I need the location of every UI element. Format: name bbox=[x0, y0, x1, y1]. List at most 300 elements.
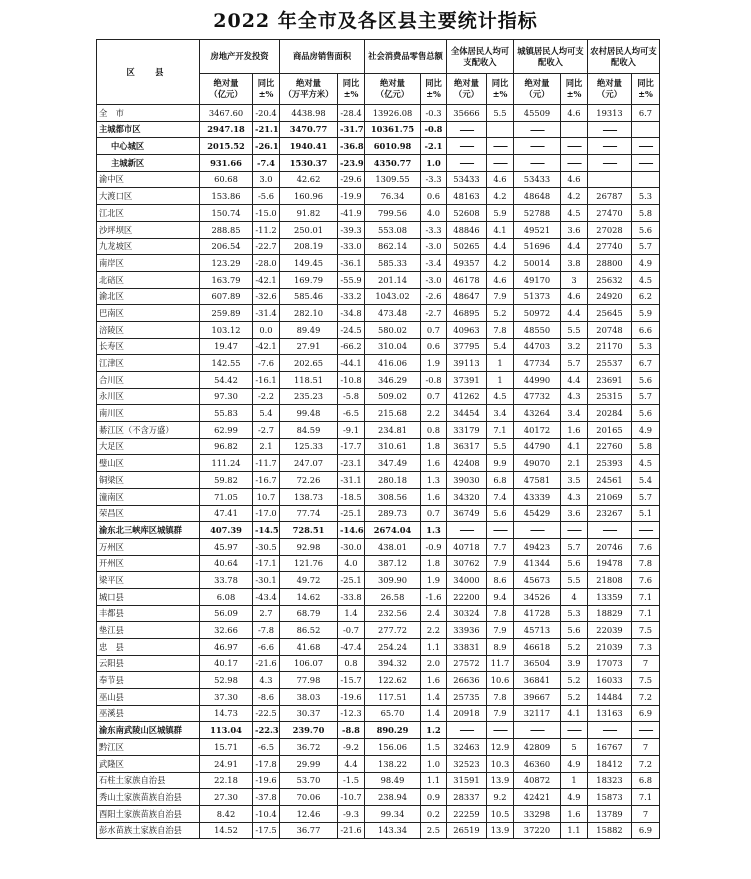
value-cell: -15.7 bbox=[338, 672, 365, 689]
subheader-name: 同比 bbox=[637, 78, 654, 88]
value-cell: 7.8 bbox=[487, 605, 514, 622]
value-cell: -3.4 bbox=[421, 255, 447, 272]
region-name-cell: 彭水苗族土家族自治县 bbox=[97, 822, 200, 839]
value-cell: 282.10 bbox=[280, 305, 338, 322]
value-cell: 585.33 bbox=[365, 255, 421, 272]
subheader-cell bbox=[447, 74, 487, 105]
value-cell: 22760 bbox=[588, 438, 632, 455]
value-cell: -22.3 bbox=[253, 722, 280, 739]
value-cell: 21039 bbox=[588, 639, 632, 656]
table-row bbox=[97, 305, 660, 322]
value-cell: -25.1 bbox=[338, 572, 365, 589]
region-name-cell: 酉阳土家族苗族自治县 bbox=[97, 805, 200, 822]
value-cell: -17.1 bbox=[253, 555, 280, 572]
value-cell: 41262 bbox=[447, 388, 487, 405]
value-cell: 118.51 bbox=[280, 372, 338, 389]
value-cell: -0.9 bbox=[421, 538, 447, 555]
value-cell: 6010.98 bbox=[365, 138, 421, 155]
region-name-cell: 潼南区 bbox=[97, 488, 200, 505]
value-cell: —— bbox=[632, 722, 660, 739]
value-cell: -18.5 bbox=[338, 488, 365, 505]
value-cell: 89.49 bbox=[280, 321, 338, 338]
value-cell: -33.0 bbox=[338, 238, 365, 255]
value-cell: 4.6 bbox=[487, 171, 514, 188]
table-row bbox=[97, 555, 660, 572]
table-row bbox=[97, 188, 660, 205]
value-cell: 24920 bbox=[588, 288, 632, 305]
value-cell: 41728 bbox=[514, 605, 561, 622]
value-cell: -2.7 bbox=[421, 305, 447, 322]
value-cell: 22.18 bbox=[200, 772, 253, 789]
value-cell: 36.72 bbox=[280, 739, 338, 756]
value-cell: 7 bbox=[632, 805, 660, 822]
value-cell: —— bbox=[632, 138, 660, 155]
value-cell: 1.4 bbox=[338, 605, 365, 622]
table-row bbox=[97, 605, 660, 622]
value-cell: 45713 bbox=[514, 622, 561, 639]
value-cell: 21069 bbox=[588, 488, 632, 505]
value-cell: -26.1 bbox=[253, 138, 280, 155]
value-cell: 5.2 bbox=[487, 305, 514, 322]
value-cell: 4.2 bbox=[487, 188, 514, 205]
value-cell: 5.2 bbox=[561, 639, 588, 656]
value-cell: 2.5 bbox=[421, 822, 447, 839]
region-column-header: 区 县 bbox=[97, 40, 200, 105]
value-cell: -7.4 bbox=[253, 155, 280, 172]
value-cell: 29.99 bbox=[280, 755, 338, 772]
group-header: 社会消费品零售总额 bbox=[365, 40, 447, 74]
value-cell: 49357 bbox=[447, 255, 487, 272]
value-cell: 21808 bbox=[588, 572, 632, 589]
value-cell: 27.30 bbox=[200, 789, 253, 806]
region-name-cell: 铜梁区 bbox=[97, 472, 200, 489]
value-cell: —— bbox=[514, 522, 561, 539]
value-cell: 7.9 bbox=[487, 288, 514, 305]
value-cell: -30.1 bbox=[253, 572, 280, 589]
value-cell: —— bbox=[514, 121, 561, 138]
value-cell: -0.7 bbox=[338, 622, 365, 639]
value-cell: 18412 bbox=[588, 755, 632, 772]
value-cell: 26787 bbox=[588, 188, 632, 205]
value-cell: —— bbox=[632, 155, 660, 172]
statistics-table bbox=[96, 39, 660, 839]
value-cell: 55.83 bbox=[200, 405, 253, 422]
region-name-cell: 荣昌区 bbox=[97, 505, 200, 522]
value-cell: 1.6 bbox=[421, 488, 447, 505]
subheader-name: 绝对量 bbox=[380, 78, 405, 88]
value-cell: 45.97 bbox=[200, 538, 253, 555]
value-cell: 37391 bbox=[447, 372, 487, 389]
value-cell: 36749 bbox=[447, 505, 487, 522]
value-cell: 1.9 bbox=[421, 572, 447, 589]
subheader-cell bbox=[421, 74, 447, 105]
value-cell: 40172 bbox=[514, 422, 561, 439]
region-name-cell: 秀山土家族苗族自治县 bbox=[97, 789, 200, 806]
value-cell: -17.7 bbox=[338, 438, 365, 455]
subheader-unit: （亿元） bbox=[375, 89, 410, 99]
value-cell: 7.1 bbox=[632, 588, 660, 605]
value-cell: 346.29 bbox=[365, 372, 421, 389]
value-cell: 4.5 bbox=[561, 205, 588, 222]
value-cell: —— bbox=[447, 522, 487, 539]
value-cell: -2.6 bbox=[421, 288, 447, 305]
value-cell: 39113 bbox=[447, 355, 487, 372]
value-cell: 7.4 bbox=[487, 488, 514, 505]
value-cell: 5.5 bbox=[561, 321, 588, 338]
subheader-cell bbox=[253, 74, 280, 105]
value-cell: 117.51 bbox=[365, 689, 421, 706]
group-header: 全体居民人均可支配收入 bbox=[447, 40, 514, 74]
value-cell: 138.73 bbox=[280, 488, 338, 505]
value-cell: -19.6 bbox=[338, 689, 365, 706]
value-cell: 20746 bbox=[588, 538, 632, 555]
value-cell: —— bbox=[588, 138, 632, 155]
value-cell: 2.2 bbox=[421, 622, 447, 639]
value-cell: 4.4 bbox=[487, 238, 514, 255]
value-cell: 509.02 bbox=[365, 388, 421, 405]
value-cell: 26519 bbox=[447, 822, 487, 839]
value-cell: 25632 bbox=[588, 271, 632, 288]
value-cell: 25537 bbox=[588, 355, 632, 372]
value-cell: 125.33 bbox=[280, 438, 338, 455]
value-cell: 10.6 bbox=[487, 672, 514, 689]
value-cell: 30324 bbox=[447, 605, 487, 622]
value-cell: -34.8 bbox=[338, 305, 365, 322]
value-cell: 4438.98 bbox=[280, 105, 338, 122]
value-cell: 16033 bbox=[588, 672, 632, 689]
table-row bbox=[97, 121, 660, 138]
value-cell: -47.4 bbox=[338, 639, 365, 656]
value-cell: —— bbox=[447, 138, 487, 155]
value-cell: 2.2 bbox=[421, 405, 447, 422]
value-cell: 1.8 bbox=[421, 555, 447, 572]
value-cell: -30.0 bbox=[338, 538, 365, 555]
value-cell: -21.1 bbox=[253, 121, 280, 138]
value-cell: 43339 bbox=[514, 488, 561, 505]
value-cell: 1043.02 bbox=[365, 288, 421, 305]
value-cell: —— bbox=[588, 121, 632, 138]
value-cell: 5 bbox=[561, 739, 588, 756]
value-cell: 438.01 bbox=[365, 538, 421, 555]
value-cell: —— bbox=[561, 155, 588, 172]
value-cell: 1.6 bbox=[421, 672, 447, 689]
value-cell: 232.56 bbox=[365, 605, 421, 622]
value-cell: -19.6 bbox=[253, 772, 280, 789]
value-cell: 407.39 bbox=[200, 522, 253, 539]
value-cell: 4.5 bbox=[487, 388, 514, 405]
value-cell: 60.68 bbox=[200, 171, 253, 188]
value-cell: -0.8 bbox=[421, 372, 447, 389]
value-cell: 347.49 bbox=[365, 455, 421, 472]
value-cell: -20.4 bbox=[253, 105, 280, 122]
value-cell: 1530.37 bbox=[280, 155, 338, 172]
value-cell: 4.9 bbox=[632, 422, 660, 439]
subheader-unit: （元） bbox=[524, 89, 550, 99]
value-cell: 111.24 bbox=[200, 455, 253, 472]
value-cell: 5.6 bbox=[487, 505, 514, 522]
value-cell: 36317 bbox=[447, 438, 487, 455]
value-cell: -33.2 bbox=[338, 288, 365, 305]
value-cell: 40718 bbox=[447, 538, 487, 555]
value-cell: 5.5 bbox=[487, 105, 514, 122]
subheader-name: 同比 bbox=[425, 78, 442, 88]
value-cell: 48647 bbox=[447, 288, 487, 305]
value-cell: 9.2 bbox=[487, 789, 514, 806]
table-row bbox=[97, 772, 660, 789]
value-cell: 1.3 bbox=[421, 522, 447, 539]
value-cell: 1940.41 bbox=[280, 138, 338, 155]
value-cell: 77.74 bbox=[280, 505, 338, 522]
value-cell: 394.32 bbox=[365, 655, 421, 672]
value-cell: 34454 bbox=[447, 405, 487, 422]
value-cell: 0.9 bbox=[421, 789, 447, 806]
value-cell: 22039 bbox=[588, 622, 632, 639]
value-cell: 13926.08 bbox=[365, 105, 421, 122]
value-cell: 1.2 bbox=[421, 722, 447, 739]
value-cell: 4.6 bbox=[561, 288, 588, 305]
value-cell: 27.91 bbox=[280, 338, 338, 355]
value-cell: 71.05 bbox=[200, 488, 253, 505]
subheader-name: 绝对量 bbox=[213, 78, 239, 88]
value-cell: 12.46 bbox=[280, 805, 338, 822]
value-cell: —— bbox=[447, 722, 487, 739]
value-cell: 4.6 bbox=[561, 105, 588, 122]
value-cell: -2.7 bbox=[253, 422, 280, 439]
value-cell: 96.82 bbox=[200, 438, 253, 455]
value-cell: 2.1 bbox=[253, 438, 280, 455]
value-cell: 6.6 bbox=[632, 321, 660, 338]
value-cell: 2.7 bbox=[253, 605, 280, 622]
value-cell: —— bbox=[561, 522, 588, 539]
value-cell: 17073 bbox=[588, 655, 632, 672]
value-cell: 3.8 bbox=[561, 255, 588, 272]
value-cell: -44.1 bbox=[338, 355, 365, 372]
region-name-cell: 石柱土家族自治县 bbox=[97, 772, 200, 789]
value-cell: -28.4 bbox=[338, 105, 365, 122]
value-cell: 3.5 bbox=[561, 472, 588, 489]
value-cell: 33.78 bbox=[200, 572, 253, 589]
table-row bbox=[97, 171, 660, 188]
region-name-cell: 永川区 bbox=[97, 388, 200, 405]
table-row bbox=[97, 755, 660, 772]
value-cell: -1.5 bbox=[338, 772, 365, 789]
value-cell: -9.3 bbox=[338, 805, 365, 822]
value-cell: 580.02 bbox=[365, 321, 421, 338]
subheader-name: 同比 bbox=[342, 78, 360, 88]
value-cell: 50972 bbox=[514, 305, 561, 322]
value-cell: 10.5 bbox=[487, 805, 514, 822]
value-cell: 51696 bbox=[514, 238, 561, 255]
value-cell: 7.5 bbox=[632, 672, 660, 689]
value-cell: 5.4 bbox=[487, 338, 514, 355]
subheader-cell bbox=[487, 74, 514, 105]
value-cell: -9.1 bbox=[338, 422, 365, 439]
value-cell: 277.72 bbox=[365, 622, 421, 639]
value-cell: -17.0 bbox=[253, 505, 280, 522]
value-cell: 48163 bbox=[447, 188, 487, 205]
value-cell: 33298 bbox=[514, 805, 561, 822]
value-cell: -41.9 bbox=[338, 205, 365, 222]
subheader-unit: ±% bbox=[638, 89, 653, 99]
value-cell: -17.8 bbox=[253, 755, 280, 772]
value-cell: 3.4 bbox=[561, 405, 588, 422]
value-cell: 2.0 bbox=[421, 655, 447, 672]
region-name-cell: 南川区 bbox=[97, 405, 200, 422]
value-cell: 138.22 bbox=[365, 755, 421, 772]
value-cell: 42809 bbox=[514, 739, 561, 756]
value-cell: 8.42 bbox=[200, 805, 253, 822]
value-cell: 0.7 bbox=[421, 321, 447, 338]
value-cell: 10.3 bbox=[487, 755, 514, 772]
table-header bbox=[97, 40, 660, 105]
value-cell: 0.6 bbox=[421, 338, 447, 355]
value-cell: -55.9 bbox=[338, 271, 365, 288]
value-cell: 53.70 bbox=[280, 772, 338, 789]
table-row bbox=[97, 538, 660, 555]
value-cell: -1.6 bbox=[421, 588, 447, 605]
region-name-cell: 沙坪坝区 bbox=[97, 221, 200, 238]
value-cell: 1309.55 bbox=[365, 171, 421, 188]
value-cell: 4.1 bbox=[561, 705, 588, 722]
group-header: 商品房销售面积 bbox=[280, 40, 365, 74]
value-cell: 7.5 bbox=[632, 622, 660, 639]
region-name-cell: 南岸区 bbox=[97, 255, 200, 272]
value-cell: -0.8 bbox=[421, 121, 447, 138]
value-cell: 36.77 bbox=[280, 822, 338, 839]
region-name-cell: 奉节县 bbox=[97, 672, 200, 689]
value-cell: 5.6 bbox=[632, 372, 660, 389]
value-cell: -10.8 bbox=[338, 372, 365, 389]
value-cell: -42.1 bbox=[253, 271, 280, 288]
value-cell: 4.9 bbox=[632, 255, 660, 272]
value-cell: 4.6 bbox=[561, 171, 588, 188]
value-cell: 46360 bbox=[514, 755, 561, 772]
subheader-cell bbox=[588, 74, 632, 105]
table-row bbox=[97, 205, 660, 222]
value-cell: 98.49 bbox=[365, 772, 421, 789]
value-cell: 215.68 bbox=[365, 405, 421, 422]
value-cell: 8.9 bbox=[487, 639, 514, 656]
value-cell: 42421 bbox=[514, 789, 561, 806]
subheader-unit: ±% bbox=[258, 89, 274, 99]
value-cell: 1.9 bbox=[421, 355, 447, 372]
value-cell: 7.2 bbox=[632, 755, 660, 772]
value-cell: —— bbox=[487, 522, 514, 539]
subheader-cell bbox=[561, 74, 588, 105]
value-cell: 97.30 bbox=[200, 388, 253, 405]
value-cell: 150.74 bbox=[200, 205, 253, 222]
value-cell: 6.7 bbox=[632, 355, 660, 372]
value-cell bbox=[588, 171, 632, 188]
value-cell: 40872 bbox=[514, 772, 561, 789]
value-cell: 49170 bbox=[514, 271, 561, 288]
subheader-unit: ±% bbox=[343, 89, 359, 99]
value-cell: 52.98 bbox=[200, 672, 253, 689]
value-cell: 54.42 bbox=[200, 372, 253, 389]
value-cell: 46618 bbox=[514, 639, 561, 656]
value-cell: 28337 bbox=[447, 789, 487, 806]
value-cell: 3.6 bbox=[561, 505, 588, 522]
table-row bbox=[97, 238, 660, 255]
region-name-cell: 城口县 bbox=[97, 588, 200, 605]
value-cell: 49070 bbox=[514, 455, 561, 472]
value-cell: 1.5 bbox=[421, 739, 447, 756]
value-cell: -21.6 bbox=[338, 822, 365, 839]
value-cell: 14484 bbox=[588, 689, 632, 706]
value-cell: -9.2 bbox=[338, 739, 365, 756]
value-cell: 4.0 bbox=[338, 555, 365, 572]
region-name-cell: 中心城区 bbox=[97, 138, 200, 155]
region-name-cell: 垫江县 bbox=[97, 622, 200, 639]
value-cell: 5.7 bbox=[632, 488, 660, 505]
value-cell: -24.5 bbox=[338, 321, 365, 338]
value-cell: 6.9 bbox=[632, 822, 660, 839]
value-cell: 4.0 bbox=[421, 205, 447, 222]
group-header: 农村居民人均可支配收入 bbox=[588, 40, 660, 74]
value-cell: —— bbox=[588, 155, 632, 172]
value-cell: 113.04 bbox=[200, 722, 253, 739]
value-cell: 553.08 bbox=[365, 221, 421, 238]
region-name-cell: 九龙坡区 bbox=[97, 238, 200, 255]
value-cell: 5.6 bbox=[632, 405, 660, 422]
value-cell: 1.1 bbox=[561, 822, 588, 839]
table-row bbox=[97, 789, 660, 806]
value-cell: 4.6 bbox=[487, 271, 514, 288]
value-cell: 50265 bbox=[447, 238, 487, 255]
value-cell: 4.4 bbox=[338, 755, 365, 772]
table-row bbox=[97, 255, 660, 272]
value-cell: 3.4 bbox=[487, 405, 514, 422]
value-cell: 7.7 bbox=[487, 538, 514, 555]
value-cell: 6.8 bbox=[487, 472, 514, 489]
value-cell: -5.8 bbox=[338, 388, 365, 405]
value-cell: 2.1 bbox=[561, 455, 588, 472]
subheader-name: 绝对量 bbox=[454, 78, 479, 88]
value-cell: 280.18 bbox=[365, 472, 421, 489]
value-cell: 310.61 bbox=[365, 438, 421, 455]
value-cell: 4.5 bbox=[632, 271, 660, 288]
value-cell: 1.6 bbox=[561, 805, 588, 822]
value-cell: 4.1 bbox=[487, 221, 514, 238]
table-row bbox=[97, 288, 660, 305]
value-cell: 2015.52 bbox=[200, 138, 253, 155]
value-cell: 16767 bbox=[588, 739, 632, 756]
value-cell: -8.6 bbox=[253, 689, 280, 706]
value-cell: 5.5 bbox=[487, 438, 514, 455]
value-cell bbox=[561, 121, 588, 138]
table-row bbox=[97, 822, 660, 839]
value-cell: 26.58 bbox=[365, 588, 421, 605]
value-cell: 26636 bbox=[447, 672, 487, 689]
value-cell: 7.9 bbox=[487, 705, 514, 722]
value-cell: 3.2 bbox=[561, 338, 588, 355]
value-cell: 143.34 bbox=[365, 822, 421, 839]
value-cell: —— bbox=[514, 138, 561, 155]
value-cell: 14.73 bbox=[200, 705, 253, 722]
value-cell: 34320 bbox=[447, 488, 487, 505]
value-cell: -10.7 bbox=[338, 789, 365, 806]
table-row bbox=[97, 321, 660, 338]
value-cell: 0.2 bbox=[421, 805, 447, 822]
region-name-cell: 黔江区 bbox=[97, 739, 200, 756]
subheader-name: 绝对量 bbox=[296, 78, 321, 88]
value-cell: -7.6 bbox=[253, 355, 280, 372]
value-cell: 7.8 bbox=[487, 689, 514, 706]
value-cell: 23267 bbox=[588, 505, 632, 522]
value-cell: 19313 bbox=[588, 105, 632, 122]
value-cell: —— bbox=[487, 138, 514, 155]
value-cell: 862.14 bbox=[365, 238, 421, 255]
